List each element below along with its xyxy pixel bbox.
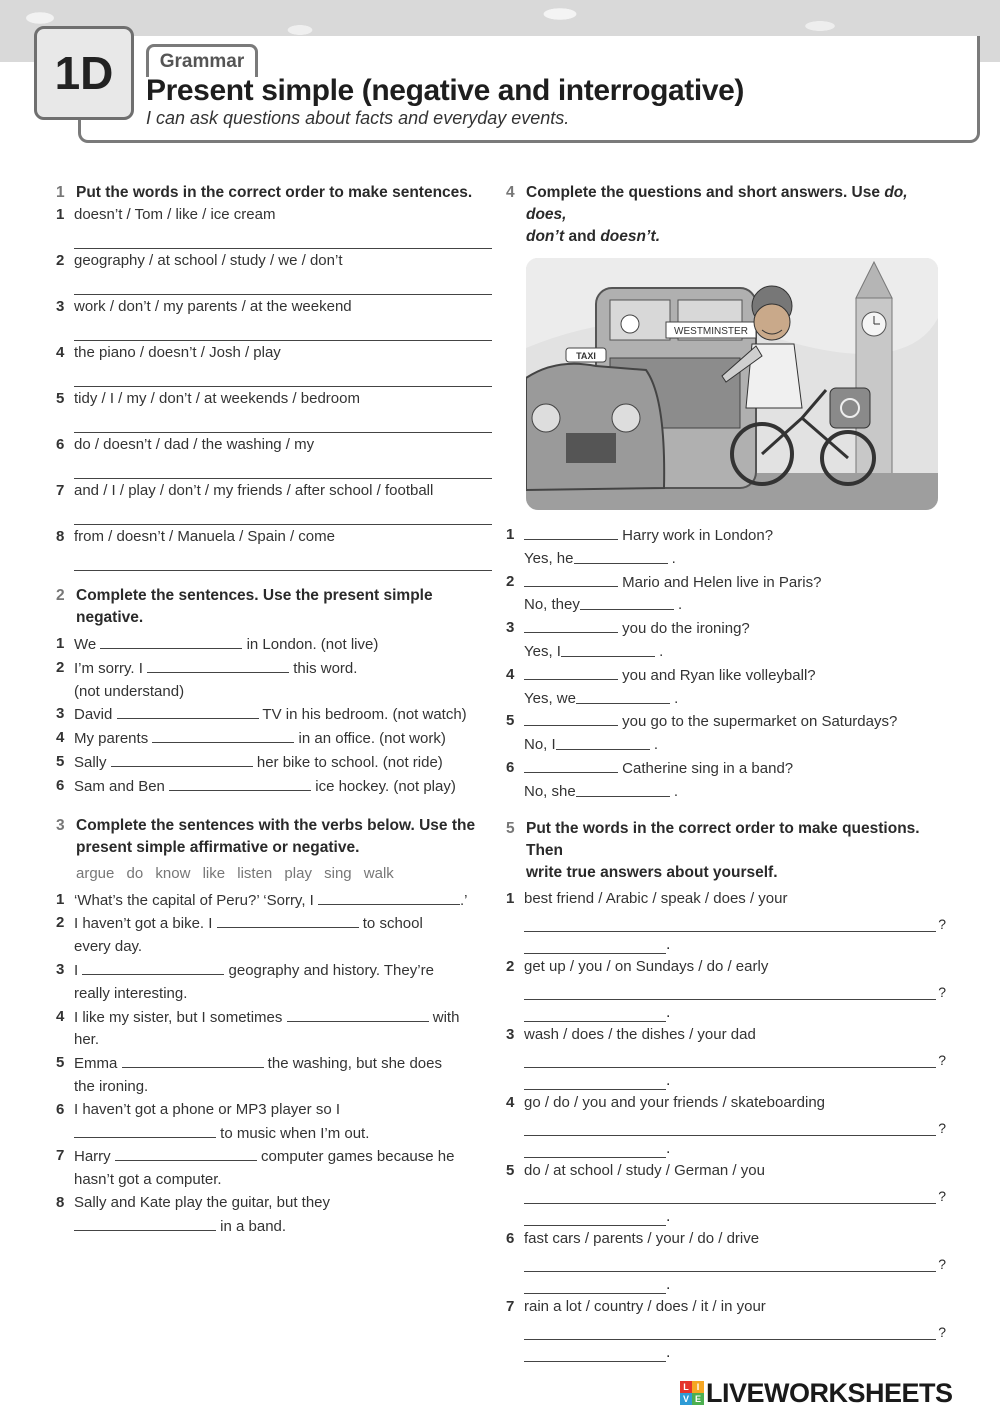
exercise-2-item: [56, 727, 492, 751]
answer-gap[interactable]: [524, 664, 618, 680]
item-text: her.: [74, 1031, 100, 1049]
answer-gap[interactable]: [82, 959, 224, 975]
short-answer-line[interactable]: [524, 1075, 666, 1090]
taxi-grille: [566, 433, 616, 463]
answer-line[interactable]: [74, 272, 492, 295]
exercise-5-item: [506, 1024, 946, 1090]
exercise-4-item: 6 Catherine sing in a band? No, she .: [506, 757, 946, 804]
item-prompt: doesn’t / Tom / like / ice cream: [74, 206, 276, 223]
item-text: Emma: [74, 1055, 122, 1073]
item-number: 2: [506, 572, 515, 590]
question-mark: ?: [938, 1323, 946, 1340]
answer-gap[interactable]: [574, 548, 668, 564]
item-text: I’m sorry. I: [74, 659, 148, 677]
question-mark: ?: [938, 1051, 946, 1068]
item-prompt: do / at school / study / German / you: [524, 1161, 765, 1179]
item-prompt: work / don’t / my parents / at the weekend: [74, 298, 352, 315]
exercise-1-item: [56, 480, 492, 525]
question-answer-line[interactable]: [524, 1051, 936, 1068]
exercise-3-item: [56, 889, 492, 913]
exercise-instruction: and: [564, 228, 601, 245]
item-number: 4: [506, 1093, 515, 1111]
answer-gap[interactable]: [524, 710, 618, 726]
item-number: 6: [506, 1229, 515, 1247]
full-stop: .: [666, 935, 671, 953]
answer-gap[interactable]: [169, 775, 311, 791]
answer-line[interactable]: [74, 364, 492, 387]
short-answer-line[interactable]: [524, 1143, 666, 1158]
item-text: (not understand): [74, 682, 185, 700]
item-prompt: get up / you / on Sundays / do / early: [524, 957, 769, 975]
exercise-4-item: 1 Harry work in London? Yes, he .: [506, 524, 946, 571]
item-text: in an office. (not work): [294, 730, 446, 748]
taxi-sign-text: TAXI: [576, 351, 596, 361]
exercise-5-header: [506, 818, 946, 884]
exercise-3: [56, 815, 492, 1239]
exercise-1-item: [56, 388, 492, 433]
item-text: really interesting.: [74, 984, 188, 1002]
short-answer-line[interactable]: [524, 1007, 666, 1022]
item-text: ice hockey. (not play): [311, 777, 456, 795]
item-number: 5: [56, 1054, 65, 1072]
item-prompt: from / doesn’t / Manuela / Spain / come: [74, 528, 335, 545]
item-prompt: rain a lot / country / does / it / in your: [524, 1297, 766, 1315]
answer-line[interactable]: [74, 502, 492, 525]
item-number: 3: [506, 619, 515, 637]
exercise-4-item: 2 Mario and Helen live in Paris? No, they .: [506, 571, 946, 618]
exercise-instruction-emphasis: doesn’t.: [600, 228, 661, 245]
item-number: 4: [56, 344, 65, 361]
boy-face: [754, 304, 790, 340]
item-prompt: the piano / doesn’t / Josh / play: [74, 344, 281, 361]
unit-badge: 1D: [34, 26, 134, 120]
exercise-2-header: [56, 585, 492, 629]
item-prompt: and / I / play / don’t / my friends / after school / football: [74, 482, 434, 499]
item-text: you and Ryan like volleyball?: [618, 666, 816, 684]
underground-logo-icon: [621, 315, 639, 333]
item-text: Sam and Ben: [74, 777, 170, 795]
answer-gap[interactable]: [576, 688, 670, 704]
item-text: Catherine sing in a band?: [618, 759, 794, 777]
item-text: this word.: [289, 659, 358, 677]
item-number: 2: [56, 658, 65, 676]
item-number: 1: [56, 206, 65, 223]
question-answer-line[interactable]: [524, 1119, 936, 1136]
exercise-2-item: [56, 633, 492, 657]
answer-gap[interactable]: [147, 657, 289, 673]
exercise-1-header: [56, 182, 492, 204]
item-text: My parents: [74, 730, 153, 748]
logo-letter: E: [692, 1393, 704, 1405]
item-answer-text: Yes, I: [524, 642, 561, 660]
exercise-instruction: write true answers about yourself.: [526, 863, 778, 881]
exercise-2: [56, 585, 492, 799]
exercise-4: [506, 182, 946, 804]
item-number: 5: [506, 712, 515, 730]
exercise-instruction: Put the words in the correct order to make sentences.: [76, 184, 473, 201]
exercise-3-item: [56, 1145, 492, 1192]
answer-line[interactable]: [74, 318, 492, 341]
item-prompt: wash / does / the dishes / your dad: [524, 1025, 756, 1043]
answer-gap[interactable]: [217, 912, 359, 928]
item-number: 1: [56, 890, 65, 908]
item-number: 2: [56, 252, 65, 269]
answer-gap[interactable]: [524, 524, 618, 540]
exercise-5-item: [506, 956, 946, 1022]
answer-gap[interactable]: [561, 641, 655, 657]
item-answer-text: Yes, he: [524, 549, 574, 567]
item-number: 4: [56, 1007, 65, 1025]
item-number: 3: [56, 960, 65, 978]
item-text: every day.: [74, 938, 143, 956]
exercise-instruction: Complete the sentences with the verbs below. Use the: [76, 816, 476, 834]
full-stop: .: [666, 1003, 671, 1021]
exercise-3-header: [56, 815, 492, 859]
exercise-5-item: [506, 1228, 946, 1294]
left-column: [56, 182, 492, 1249]
exercise-1-item: [56, 250, 492, 295]
exercise-1-item: [56, 434, 492, 479]
page-subtitle: I can ask questions about facts and everyday events.: [146, 108, 570, 128]
full-stop: .: [666, 1207, 671, 1225]
item-text: in a band.: [216, 1217, 287, 1235]
question-mark: ?: [938, 1255, 946, 1272]
answer-gap[interactable]: [100, 633, 242, 649]
word-box: argue do know like listen play sing walk: [76, 864, 394, 882]
exercise-1-item: [56, 342, 492, 387]
item-number: 7: [506, 1297, 515, 1315]
exercise-5-item: [506, 888, 946, 954]
item-prompt: geography / at school / study / we / don’t: [74, 252, 343, 269]
item-text: I haven’t got a phone or MP3 player so I: [74, 1100, 340, 1118]
exercise-2-item: [56, 657, 492, 704]
exercise-instruction: Complete the questions and short answers. Use: [526, 184, 885, 201]
item-text: to music when I’m out.: [216, 1124, 370, 1142]
bike-bag: [830, 388, 870, 428]
item-prompt: fast cars / parents / your / do / drive: [524, 1229, 760, 1247]
exercise-3-item: [56, 1192, 492, 1239]
short-answer-line[interactable]: [524, 1347, 666, 1362]
question-mark: ?: [938, 915, 946, 932]
item-number: 8: [56, 528, 65, 545]
liveworksheets-logo[interactable]: [680, 1376, 998, 1410]
full-stop: .: [666, 1071, 671, 1089]
item-number: 7: [56, 482, 65, 499]
item-text: We: [74, 636, 101, 653]
short-answer-line[interactable]: [524, 1279, 666, 1294]
exercise-3-item: [56, 959, 492, 1006]
item-text: you do the ironing?: [618, 620, 750, 638]
item-number: 5: [56, 752, 65, 770]
item-text: I like my sister, but I sometimes: [74, 1008, 287, 1026]
item-text: I: [74, 961, 83, 979]
item-number: 4: [56, 729, 65, 747]
exercise-5-item: [506, 1160, 946, 1226]
bus-window: [610, 300, 670, 340]
exercise-instruction-emphasis: do, does,: [526, 184, 908, 223]
exercise-number: 3: [56, 816, 65, 834]
answer-line[interactable]: [74, 548, 492, 571]
item-number: 3: [56, 705, 65, 723]
exercise-3-item: [56, 912, 492, 959]
item-number: 6: [56, 776, 65, 794]
item-text: ‘What’s the capital of Peru?’ ‘Sorry, I: [74, 891, 318, 909]
item-text: hasn’t got a computer.: [74, 1171, 222, 1189]
answer-gap[interactable]: [524, 617, 618, 633]
exercise-1-item: [56, 296, 492, 341]
item-number: 7: [56, 1147, 65, 1165]
exercise-2-item: [56, 751, 492, 775]
item-text: you go to the supermarket on Saturdays?: [618, 713, 898, 731]
answer-gap[interactable]: [287, 1006, 429, 1022]
question-mark: ?: [938, 1187, 946, 1204]
item-number: 3: [506, 1025, 515, 1043]
item-prompt: tidy / I / my / don’t / at weekends / bedroom: [74, 390, 360, 407]
item-prompt: best friend / Arabic / speak / does / your: [524, 889, 788, 907]
answer-gap[interactable]: [576, 781, 670, 797]
item-number: 5: [506, 1161, 515, 1179]
question-answer-line[interactable]: [524, 1323, 936, 1340]
item-number: 5: [56, 390, 65, 407]
question-mark: ?: [938, 983, 946, 1000]
logo-letter: L: [680, 1381, 692, 1393]
item-text: TV in his bedroom. (not watch): [258, 706, 467, 724]
exercise-1-item: [56, 526, 492, 571]
item-number: 1: [506, 526, 515, 543]
answer-gap[interactable]: [524, 571, 618, 587]
item-answer-text: No, they: [524, 596, 580, 614]
item-text: in London. (not live): [242, 636, 379, 653]
exercise-instruction: Complete the sentences. Use the present simple negative.: [76, 587, 433, 626]
page-title: Present simple (negative and interrogative): [146, 74, 744, 107]
answer-gap[interactable]: [580, 594, 674, 610]
item-text: with: [428, 1008, 460, 1026]
exercise-number: 1: [56, 184, 65, 201]
taxi-headlight: [532, 404, 560, 432]
logo-letter: I: [692, 1381, 704, 1393]
item-text: geography and history. They’re: [224, 961, 434, 979]
question-mark: ?: [938, 1119, 946, 1136]
right-column: [506, 182, 946, 1372]
item-number: 2: [56, 914, 65, 932]
item-text: Harry work in London?: [618, 527, 774, 544]
question-answer-line[interactable]: [524, 983, 936, 1000]
exercise-3-item: [56, 1099, 492, 1146]
exercise-3-item: [56, 1052, 492, 1099]
exercise-2-item: [56, 775, 492, 799]
item-text: the ironing.: [74, 1077, 149, 1095]
answer-gap[interactable]: [117, 703, 259, 719]
exercise-4-header: [506, 182, 946, 248]
answer-gap[interactable]: [152, 727, 294, 743]
item-text: Sally: [74, 753, 111, 771]
answer-gap[interactable]: [74, 1122, 216, 1138]
item-number: 2: [506, 957, 515, 975]
answer-gap[interactable]: [318, 889, 460, 905]
answer-gap[interactable]: [115, 1145, 257, 1161]
item-text: .’: [460, 891, 468, 909]
full-stop: .: [666, 1275, 671, 1293]
item-answer-text: No, I: [524, 736, 556, 754]
answer-line[interactable]: [74, 410, 492, 433]
item-text: David: [74, 706, 117, 724]
item-number: 6: [56, 436, 65, 453]
answer-gap[interactable]: [556, 734, 650, 750]
exercise-5: [506, 818, 946, 1362]
item-prompt: go / do / you and your friends / skateboarding: [524, 1093, 826, 1111]
exercise-number: 5: [506, 819, 515, 837]
item-number: 6: [56, 1100, 65, 1118]
answer-line[interactable]: [74, 456, 492, 479]
answer-gap[interactable]: [74, 1215, 216, 1231]
item-number: 3: [56, 298, 65, 315]
section-tab: Grammar: [146, 44, 258, 77]
answer-line[interactable]: [74, 226, 492, 249]
illustration-boy-cycling-in-london: [526, 258, 938, 510]
bus-sign-text: WESTMINSTER: [674, 326, 748, 337]
full-stop: .: [666, 1343, 671, 1361]
full-stop: .: [666, 1139, 671, 1157]
item-text: computer games because he: [256, 1148, 455, 1166]
question-answer-line[interactable]: [524, 915, 936, 932]
answer-gap[interactable]: [111, 751, 253, 767]
exercise-1-item: [56, 204, 492, 249]
item-number: 6: [506, 758, 515, 776]
item-text: Harry: [74, 1148, 115, 1166]
item-text: I haven’t got a bike. I: [74, 915, 217, 933]
liveworksheets-mark-icon: [680, 1381, 704, 1405]
item-answer-text: Yes, we: [524, 689, 576, 707]
exercise-number: 2: [56, 587, 65, 604]
exercise-instruction-emphasis: don’t: [526, 228, 565, 245]
item-number: 4: [506, 665, 515, 683]
short-answer-line[interactable]: [524, 939, 666, 954]
exercise-4-item: 4 you and Ryan like volleyball? Yes, we .: [506, 664, 946, 711]
answer-gap[interactable]: [524, 757, 618, 773]
exercise-5-item: [506, 1092, 946, 1158]
exercise-5-item: [506, 1296, 946, 1362]
exercise-instruction: present simple affirmative or negative.: [76, 838, 360, 856]
short-answer-line[interactable]: [524, 1211, 666, 1226]
exercise-number: 4: [506, 184, 515, 201]
item-text: Sally and Kate play the guitar, but they: [74, 1193, 331, 1211]
answer-gap[interactable]: [122, 1052, 264, 1068]
item-text: to school: [358, 915, 423, 933]
item-number: 8: [56, 1193, 65, 1211]
item-number: 1: [56, 635, 65, 652]
exercise-1: [56, 182, 492, 571]
item-answer-text: No, she: [524, 782, 576, 800]
illustration-svg: [526, 258, 938, 510]
exercise-3-item: [56, 1006, 492, 1053]
item-text: the washing, but she does: [263, 1055, 442, 1073]
logo-letter: V: [680, 1393, 692, 1405]
exercise-instruction: Put the words in the correct order to make questions. Then: [526, 819, 920, 859]
question-answer-line[interactable]: [524, 1187, 936, 1204]
logo-text: LIVEWORKSHEETS: [706, 1377, 953, 1408]
exercise-4-item: 5 you go to the supermarket on Saturdays? No, I .: [506, 710, 946, 757]
item-text: her bike to school. (not ride): [252, 753, 443, 771]
taxi-headlight: [612, 404, 640, 432]
item-prompt: do / doesn’t / dad / the washing / my: [74, 436, 315, 453]
item-number: 1: [506, 889, 515, 907]
exercise-4-item: 3 you do the ironing? Yes, I .: [506, 617, 946, 664]
exercise-2-item: [56, 703, 492, 727]
question-answer-line[interactable]: [524, 1255, 936, 1272]
item-text: Mario and Helen live in Paris?: [618, 573, 822, 591]
